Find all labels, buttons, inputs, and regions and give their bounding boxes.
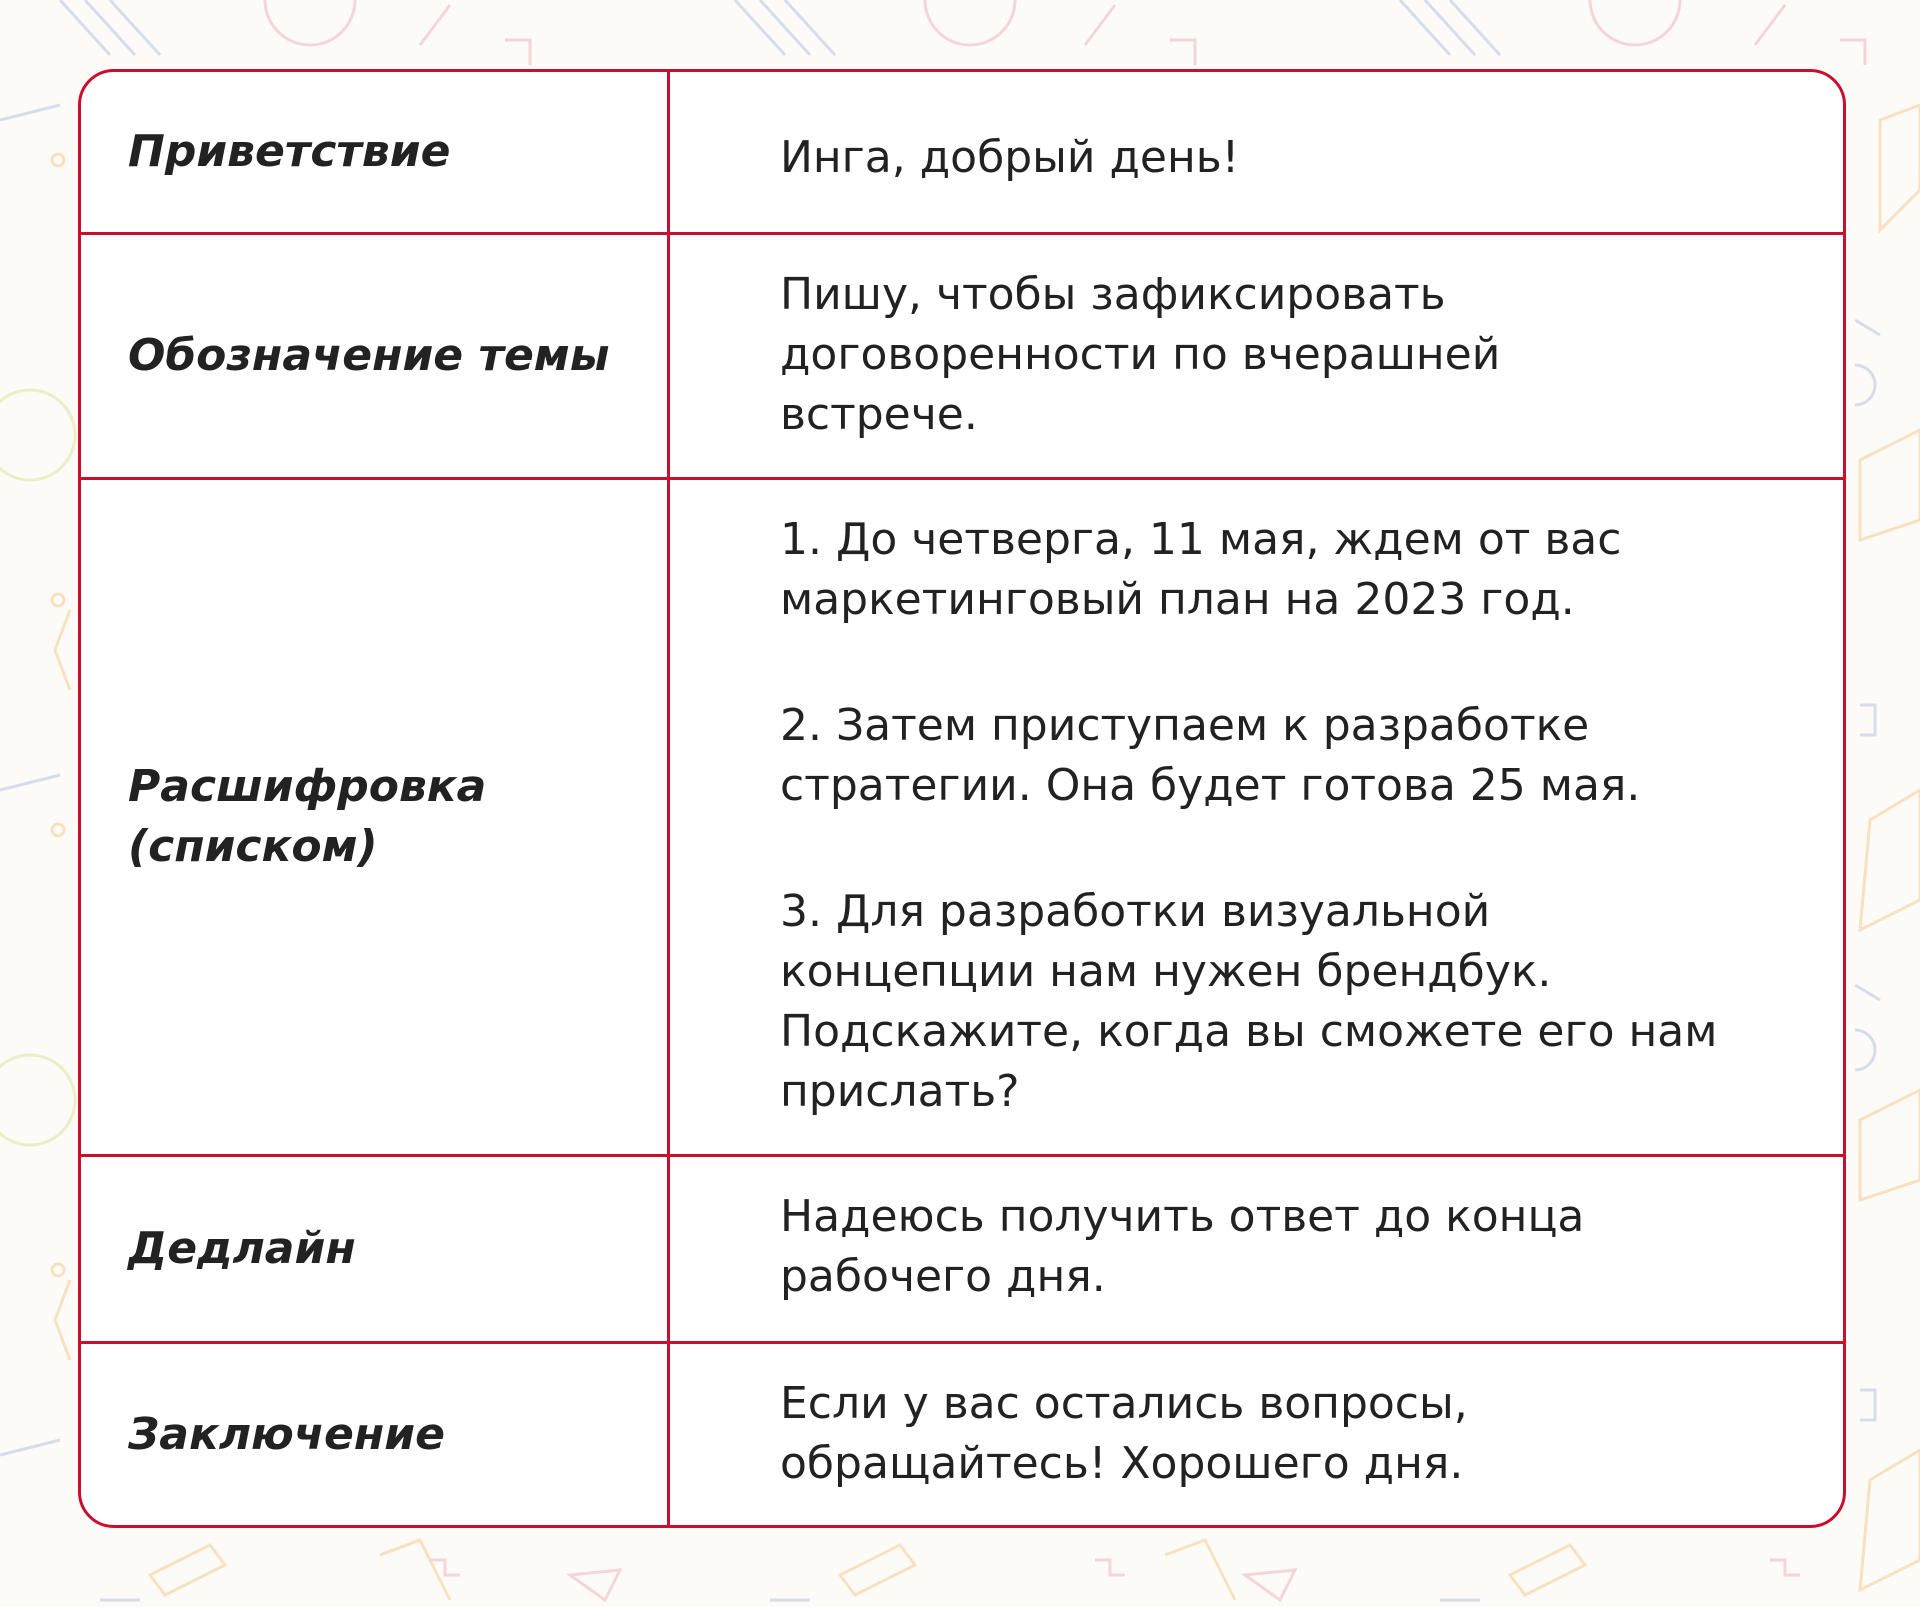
row-value	[670, 235, 1843, 477]
row-label: Обозначение темы	[81, 235, 670, 477]
row-value-paragraph: Пишу, чтобы зафиксировать договоренности по вчерашней встрече.	[780, 269, 1501, 440]
row-value-paragraph: Инга, добрый день!	[780, 132, 1240, 183]
table-row-greeting	[81, 72, 1843, 235]
row-value	[670, 72, 1843, 232]
row-value	[670, 1344, 1843, 1525]
row-value-paragraph: 2. Затем приступаем к разработке стратегии. Она будет готова 25 мая.	[780, 700, 1641, 811]
row-label: Дедлайн	[81, 1157, 670, 1341]
row-value-paragraph: Если у вас остались вопросы, обращайтесь! Хорошего дня.	[780, 1378, 1468, 1489]
row-label: Приветствие	[81, 72, 670, 232]
table-row-conclusion	[81, 1344, 1843, 1525]
row-label: Расшифровка (списком)	[81, 480, 670, 1154]
email-structure-table	[78, 69, 1846, 1528]
row-label: Заключение	[81, 1344, 670, 1525]
row-value	[670, 1157, 1843, 1341]
table-row-details	[81, 480, 1843, 1157]
row-value-paragraph: 3. Для разработки визуальной концепции нам нужен брендбук. Подскажите, когда вы сможете его нам прислать?	[780, 886, 1718, 1117]
row-value-paragraph: Надеюсь получить ответ до конца рабочего дня.	[780, 1191, 1585, 1302]
row-value-paragraph: 1. До четверга, 11 мая, ждем от вас маркетинговый план на 2023 год.	[780, 514, 1622, 625]
table-row-deadline	[81, 1157, 1843, 1344]
row-value	[670, 480, 1843, 1154]
table-row-topic	[81, 235, 1843, 480]
